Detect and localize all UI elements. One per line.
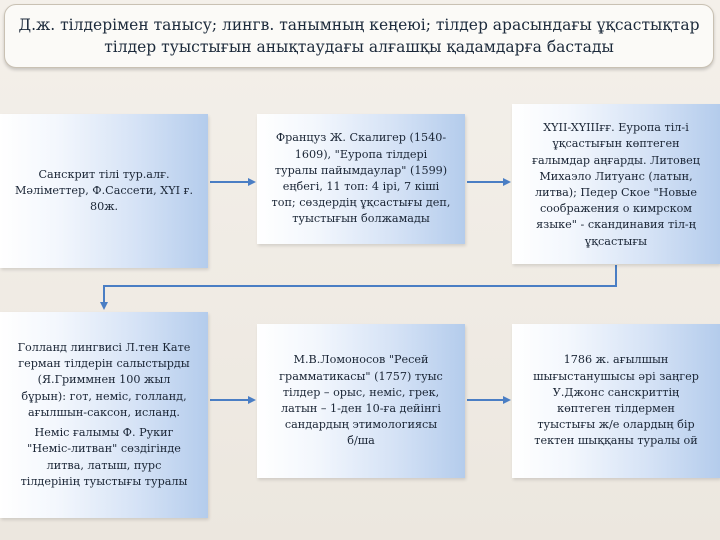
- b2-line: топ; сөздердің ұқсастығы деп,: [271, 196, 451, 210]
- b5-line: б/ша: [347, 434, 375, 448]
- b5-line: тілдер – орыс, неміс, грек,: [282, 385, 440, 399]
- box-lomonosov: [257, 324, 465, 478]
- b3-line: ұқсастығы: [584, 234, 648, 248]
- box-william-jones: [512, 324, 720, 478]
- b4-line: Голланд лингвисі Л.тен Кате: [17, 341, 191, 355]
- b3-line: литва); Педер Ское "Новые: [535, 186, 697, 199]
- b5-line: грамматикасы" (1757) туыс: [279, 369, 443, 383]
- b3-line: ұқсастығын көптеген: [552, 137, 680, 151]
- b6-line: көптеген тілдермен: [557, 402, 675, 415]
- b4-line: литва, латыш, пурс: [46, 458, 162, 472]
- b5-line: латын – 1-ден 10-ға дейінгі: [281, 402, 441, 415]
- b2-line: туралы пайымдаулар" (1599): [274, 163, 448, 177]
- b3-line: языке" - скандинавия тіл-ң: [536, 218, 696, 232]
- box-xvii-xviii-scholars: [512, 104, 720, 264]
- b6-line: тектен шыққаны туралы ой: [534, 434, 698, 448]
- b6-line: туыстығы ж/е олардың бір: [537, 418, 695, 432]
- b3-line: Михаэло Литуанс (латын,: [539, 169, 693, 183]
- title-line-2: тілдер туыстығын анықтаудағы алғашқы қадамдарға бастады: [104, 38, 614, 56]
- b3-line: ғалымдар аңғарды. Литовец: [532, 153, 700, 167]
- b4-line: бұрын): гот, неміс, голланд,: [21, 389, 187, 403]
- b4-line: герман тілдерін салыстырды: [18, 357, 190, 371]
- b4-line: "Неміс-литван" сөздігінде: [27, 442, 181, 456]
- b1-line: Мәліметтер, Ф.Сассети, XYI ғ.: [14, 183, 194, 197]
- box-sanskrit-sassetti: [0, 114, 208, 268]
- title-line-1: Д.ж. тілдерімен танысу; лингв. танымның кеңеюі; тілдер арасындағы ұқсастықтар: [18, 16, 700, 34]
- b3-line: соображения о кимрском: [539, 202, 693, 216]
- b4-line: тілдерінің туыстығы туралы: [20, 474, 188, 488]
- box-scaliger: [257, 114, 465, 244]
- arrow-b3-b4: [104, 265, 616, 308]
- b2-line: туыстығын болжамады: [292, 212, 430, 226]
- b4-line: ағылшын-саксон, исланд.: [28, 405, 180, 419]
- b2-line: Француз Ж. Скалигер (1540-: [275, 131, 447, 145]
- b4-line: Неміс ғалымы Ф. Рукиг: [34, 426, 174, 440]
- b3-line: XYII-XYIIIғғ. Еуропа тіл-і: [543, 121, 689, 135]
- b1-line: Санскрит тілі тур.алғ.: [38, 167, 170, 181]
- box-ten-kate-ruhig: [0, 312, 208, 518]
- b5-line: М.В.Ломоносов "Ресей: [293, 353, 429, 367]
- b5-line: сандардың этимологиясы: [284, 418, 438, 432]
- b2-line: еңбегі, 11 топ: 4 ірі, 7 кіші: [282, 180, 440, 193]
- b6-line: У.Джонс санскриттің: [552, 385, 680, 399]
- b6-line: шығыстанушысы әрі заңгер: [533, 369, 699, 383]
- b1-line: 80ж.: [89, 200, 119, 214]
- b6-line: 1786 ж. ағылшын: [563, 353, 669, 367]
- b4-line: (Я.Гриммнен 100 жыл: [37, 373, 171, 387]
- b2-line: 1609), "Еуропа тілдері: [294, 147, 428, 161]
